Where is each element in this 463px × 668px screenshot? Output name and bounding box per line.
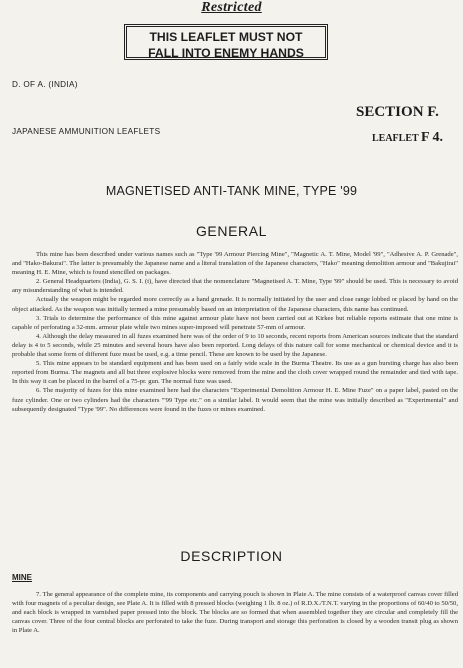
section-letter: F. xyxy=(427,104,439,120)
department-label: D. OF A. (INDIA) xyxy=(12,80,78,89)
warning-box xyxy=(124,24,328,60)
mine-subheading: MINE xyxy=(12,573,32,582)
paragraph-2: 2. General Headquarters (India), G. S. I. (t), have directed that the nomenclature "Magnetised A. T. Mine, Type '99" should be used. This is necessary to avoid any misunderstanding of what is intended. xyxy=(12,278,458,295)
document-title: MAGNETISED ANTI-TANK MINE, TYPE '99 xyxy=(105,184,358,198)
section-prefix: SECTION xyxy=(356,104,424,120)
leaflet-prefix: LEAFLET xyxy=(372,133,419,144)
paragraph-1: This mine has been described under various names such as "Type '99 Armour Piercing Mine", "Magnetic A. T. Mine, Model '99", "Adhesive A. P. Grenade", and "Hako-Bakurai". The latter is presumably the Japanese name and a literal translation of the Japanese characters, "Hako" meaning demolition armour and "Bakujirai" meaning H. E. Mine, which is found stencilled on packages. xyxy=(12,251,458,277)
paragraph-3: 3. Trials to determine the performance of this mine against armour plate have not been carried out at Kirkee but reliable reports estimate that one mine is capable of perforating a 32-mm. armour plate while two mines super-imposed will penetrate 57-mm of armour. xyxy=(12,314,458,331)
paragraph-7: 7. The general appearance of the complete mine, its components and carrying pouch is shown in Plate A. The mine consists of a waterproof canvas cover filled with four magnets of a peculiar design, see Plate A. It is filled with 8 pressed blocks (weighing 1 lb. 8 oz.) of R.D.X./T.N.T. varying in the proportions of 60/40 to 50/50, and each block is wrapped in varnished paper pressed into the block. The blocks are so formed that when assembled together they are circular and completely fill the canvas cover. Three of the four central blocks are perforated to take the fuze. During transport and storage this perforation is closed by a wooden transit plug as shown in Plate A. xyxy=(12,591,458,635)
restricted-marking: Restricted xyxy=(201,0,262,15)
description-body xyxy=(12,590,458,635)
general-body xyxy=(12,250,458,414)
section-heading xyxy=(356,104,439,121)
leaflet-heading xyxy=(372,130,443,146)
paragraph-6: 6. The majority of fuzes for this mine examined here had the characters "Experimental Demolition Armour H. E. Mine Fuze" on a paper label, pasted on the fuze cylinder. One or two cylinders had the characters "'99 Type etc." on a similar label. It would seem that the mine was initially described as "Experimental" and subsequently designated "Type '99". No differences were found in the fuzes or mines examined. xyxy=(12,387,458,413)
leaflet-number: F 4. xyxy=(421,130,444,145)
general-heading: GENERAL xyxy=(195,223,268,239)
series-label: JAPANESE AMMUNITION LEAFLETS xyxy=(12,127,161,136)
paragraph-2-note: Actually the weapon might be regarded more correctly as a hand grenade. It is normally initiated by the user and close range lobbed or placed by hand on the object attacked. As the weapon was initially termed a mine presumably based on an interpretation of the Japanese characters, this name has continued. xyxy=(12,296,458,313)
warning-line-1: THIS LEAFLET MUST NOT xyxy=(149,30,303,44)
warning-line-2: FALL INTO ENEMY HANDS xyxy=(148,46,304,60)
description-heading: DESCRIPTION xyxy=(180,548,283,564)
paragraph-4: 4. Although the delay measured in all fuzes examined here was of the order of 9 to 10 seconds, recent reports from American sources indicate that the standard delay is 4 to 5 seconds, while 25 minutes and several hours have also been reported. Long delays of this nature call for some mechanical or chemical device and it is probable that some form of different fuze must be used, e.g. a time pencil. These are known to be used by the Japanese. xyxy=(12,332,458,359)
paragraph-5: 5. This mine appears to be standard equipment and has been used on a fairly wide scale in the Burma Theatre. Its use as a gun bursting charge has also been reported from Burma. The magnets and all but three explosive blocks were removed from the mine and the cloth cover wrapped round the remainder and tied with tape. In this way it can be placed in the barrel of a 75-pr. gun. The normal fuze was used. xyxy=(12,360,458,386)
